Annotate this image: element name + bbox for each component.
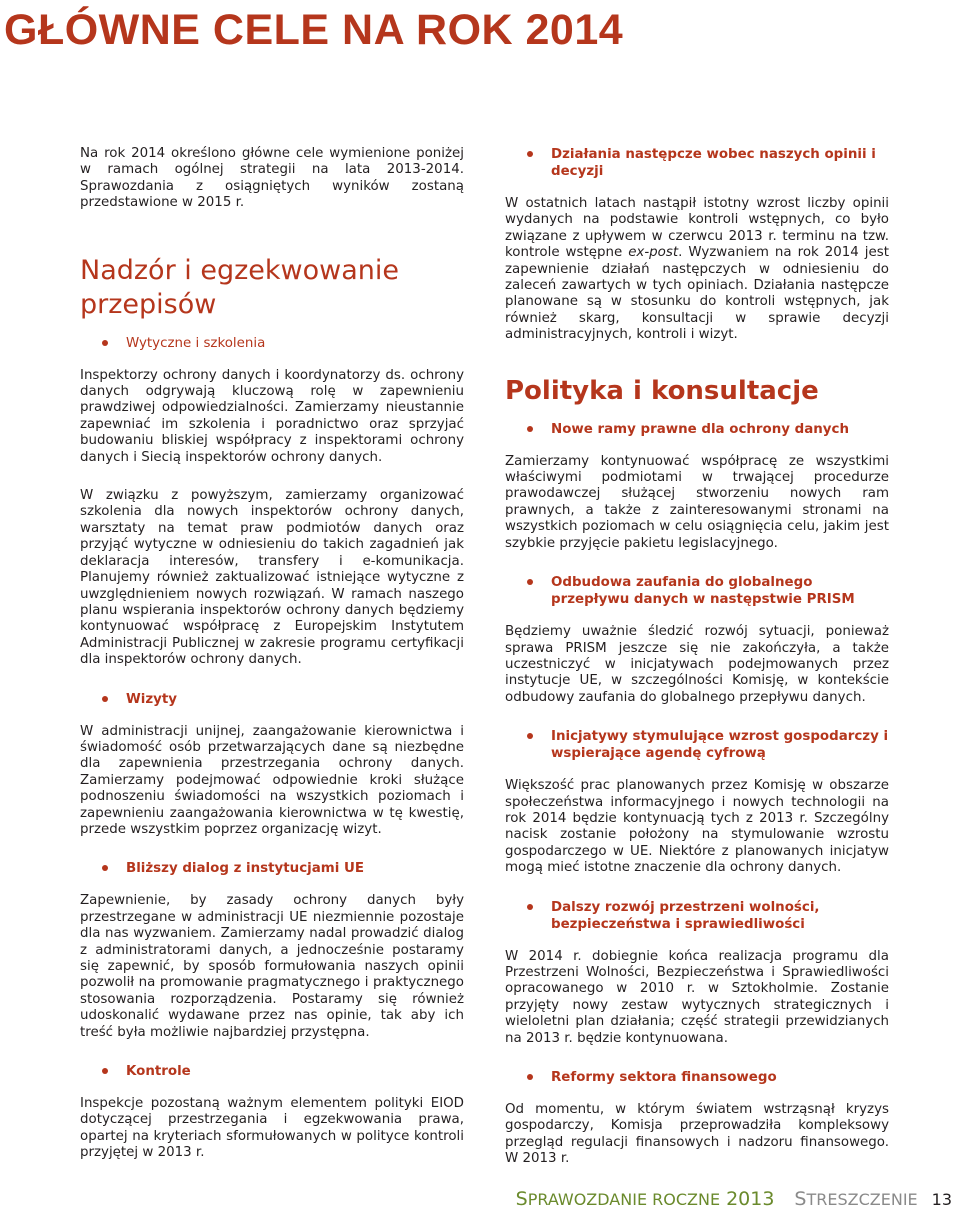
bullet-heading-label: Działania następcze wobec naszych opinii i decyzji <box>551 147 876 179</box>
footer-section-title: STRESZCZENIE <box>794 1188 918 1210</box>
bullet-icon <box>527 426 533 432</box>
page-title: GŁÓWNE CELE NA ROK 2014 <box>4 6 624 54</box>
paragraph: Zamierzamy kontynuować współpracę ze wszystkimi właściwymi podmiotami w trwającej procedurze prawodawczej służącej stworzeniu nowych ram prawnych, a także z zainteresowanymi stronami na wszystkich poziomach w celu osiągnięcia celu, jakim jest szybkie przyjęcie pakietu legislacyjnego. <box>505 453 889 551</box>
bullet-heading-guidelines <box>80 335 464 352</box>
footer-report-title: SPRAWOZDANIE ROCZNE <box>515 1188 721 1210</box>
paragraph: Od momentu, w którym światem wstrząsnął kryzys gospodarczy, Komisja przeprowadziła kompleksowy przegląd regulacji finansowych i nadzoru finansowego. W 2013 r. <box>505 1102 889 1167</box>
paragraph: W ostatnich latach nastąpił istotny wzrost liczby opinii wydanych na podstawie kontroli wstępnych, co było związane z upływem w czerwcu 2013 r. terminu na tzw. kontrole wstępne ex-post. Wyzwaniem na rok 2014 jest zapewnienie działań następczych w odniesieniu do zaleceń zawartych w tych opiniach. Działania następcze planowane są w stosunku do kontroli wstępnych, jak również skarg, konsultacji w sprawie decyzji administracyjnych, kontroli i wizyt. <box>505 196 889 343</box>
bullet-heading-freedom-security-justice <box>505 899 889 933</box>
bullet-icon <box>527 904 533 910</box>
page-number: 13 <box>931 1189 952 1209</box>
right-column <box>505 146 889 1168</box>
bullet-icon <box>102 1068 108 1074</box>
bullet-heading-financial-reforms <box>505 1069 889 1086</box>
paragraph: Zapewnienie, by zasady ochrony danych były przestrzegane w administracji UE niezmiennie pozostaje dla nas wyzwaniem. Zamierzamy nadal prowadzić dialog z administratorami danych, a jednocześnie postaramy się zapewnić, by sposób formułowania naszych opinii pozwolił na promowanie pragmatycznego i praktycznego stosowania rozporządzenia. Postaramy się również udoskonalić wydawane przez nas opinie, tak aby ich treść była możliwie najbardziej przystępna. <box>80 893 464 1040</box>
bullet-heading-legal-framework <box>505 421 889 438</box>
bullet-heading-follow-up <box>505 146 889 180</box>
section-heading-supervision: Nadzór i egzekwowanie przepisów <box>80 254 399 320</box>
bullet-heading-label: Reformy sektora finansowego <box>551 1070 777 1085</box>
bullet-icon <box>527 579 533 585</box>
bullet-icon <box>527 733 533 739</box>
footer-year: 2013 <box>726 1188 775 1210</box>
paragraph: Inspektorzy ochrony danych i koordynatorzy ds. ochrony danych odgrywają kluczową rolę w zapewnieniu prawdziwej odpowiedzialności. Zamierzamy nieustannie zapewniać im szkolenia i poradnictwo oraz sprzyjać budowaniu bliskiej współpracy z inspektorami ochrony danych i Siecią inspektorów ochrony danych. <box>80 367 464 465</box>
intro-paragraph: Na rok 2014 określono główne cele wymienione poniżej w ramach ogólnej strategii na lata 2013-2014. Sprawozdania z osiągniętych wyników zostaną przedstawione w 2015 r. <box>80 146 464 211</box>
bullet-icon <box>102 340 108 346</box>
bullet-heading-dialogue <box>80 860 464 877</box>
bullet-heading-label: Kontrole <box>126 1064 191 1080</box>
section-heading-policy: Polityka i konsultacje <box>505 375 819 406</box>
bullet-heading-visits <box>80 691 464 708</box>
bullet-icon <box>527 151 533 157</box>
bullet-heading-digital-agenda <box>505 728 889 762</box>
bullet-heading-label: Bliższy dialog z instytucjami UE <box>126 861 364 877</box>
paragraph: Będziemy uważnie śledzić rozwój sytuacji, ponieważ sprawa PRISM jeszcze się nie zakończyła, a także uczestniczyć w inicjatywach podejmowanych przez instytucje UE, w szczególności Komisję, w kontekście odbudowy zaufania do globalnego przepływu danych. <box>505 624 889 705</box>
paragraph: W 2014 r. dobiegnie końca realizacja programu dla Przestrzeni Wolności, Bezpieczeństwa i Sprawiedliwości opracowanego w 2010 r. w Sztokholmie. Zostanie przyjęty nowy zestaw wytycznych strategicznych i wieloletni plan działania; część strategii przewidzianych na 2013 r. będzie kontynuowana. <box>505 948 889 1046</box>
paragraph: Inspekcje pozostaną ważnym elementem polityki EIOD dotyczącej przestrzegania i egzekwowania prawa, opartej na kryteriach sformułowanych w polityce kontroli przyjętej w 2013 r. <box>80 1096 464 1161</box>
bullet-heading-prism <box>505 574 889 608</box>
bullet-heading-label: Wytyczne i szkolenia <box>126 335 266 351</box>
left-column <box>80 146 464 1162</box>
bullet-heading-label: Dalszy rozwój przestrzeni wolności, bezpieczeństwa i sprawiedliwości <box>551 899 820 932</box>
bullet-heading-label: Nowe ramy prawne dla ochrony danych <box>551 421 850 437</box>
bullet-heading-label: Odbudowa zaufania do globalnego przepływu danych w następstwie PRISM <box>551 575 855 608</box>
bullet-icon <box>102 696 108 702</box>
paragraph: W związku z powyższym, zamierzamy organizować szkolenia dla nowych inspektorów ochrony danych, warsztaty na temat praw podmiotów danych oraz przyjąć wytyczne w odniesieniu do takich zagadnień jak deklaracja interesów, transfery i e-komunikacja. Planujemy również zaktualizować istniejące wytyczne z uwzględnieniem nowych rozwiązań. W ramach naszego planu wspierania inspektorów ochrony danych będziemy kontynuować współpracę z Europejskim Instytutem Administracji Publicznej w zakresie programu certyfikacji dla inspektorów ochrony danych. <box>80 488 464 668</box>
bullet-heading-inspections <box>80 1063 464 1080</box>
bullet-icon <box>527 1074 533 1080</box>
bullet-icon <box>102 865 108 871</box>
bullet-heading-label: Wizyty <box>126 691 178 707</box>
paragraph: Większość prac planowanych przez Komisję w obszarze społeczeństwa informacyjnego i nowych technologii na rok 2014 będzie kontynuacją tych z 2013 r. Szczególny nacisk zostanie położony na stymulowanie wzrostu gospodarczego w UE. Niektóre z planowanych inicjatyw mogą mieć istotne znaczenie dla ochrony danych. <box>505 778 889 876</box>
bullet-heading-label: Inicjatywy stymulujące wzrost gospodarczy i wspierające agendę cyfrową <box>551 729 889 762</box>
paragraph: W administracji unijnej, zaangażowanie kierownictwa i świadomość osób przetwarzających dane są niezbędne dla zapewnienia przestrzegania ochrony danych. Zamierzamy podejmować odpowiednie kroki służące podnoszeniu świadomości na wszystkich poziomach i zapewnieniu zaangażowania kierownictwa w tę kwestię, przede wszystkim poprzez organizację wizyt. <box>80 723 464 837</box>
